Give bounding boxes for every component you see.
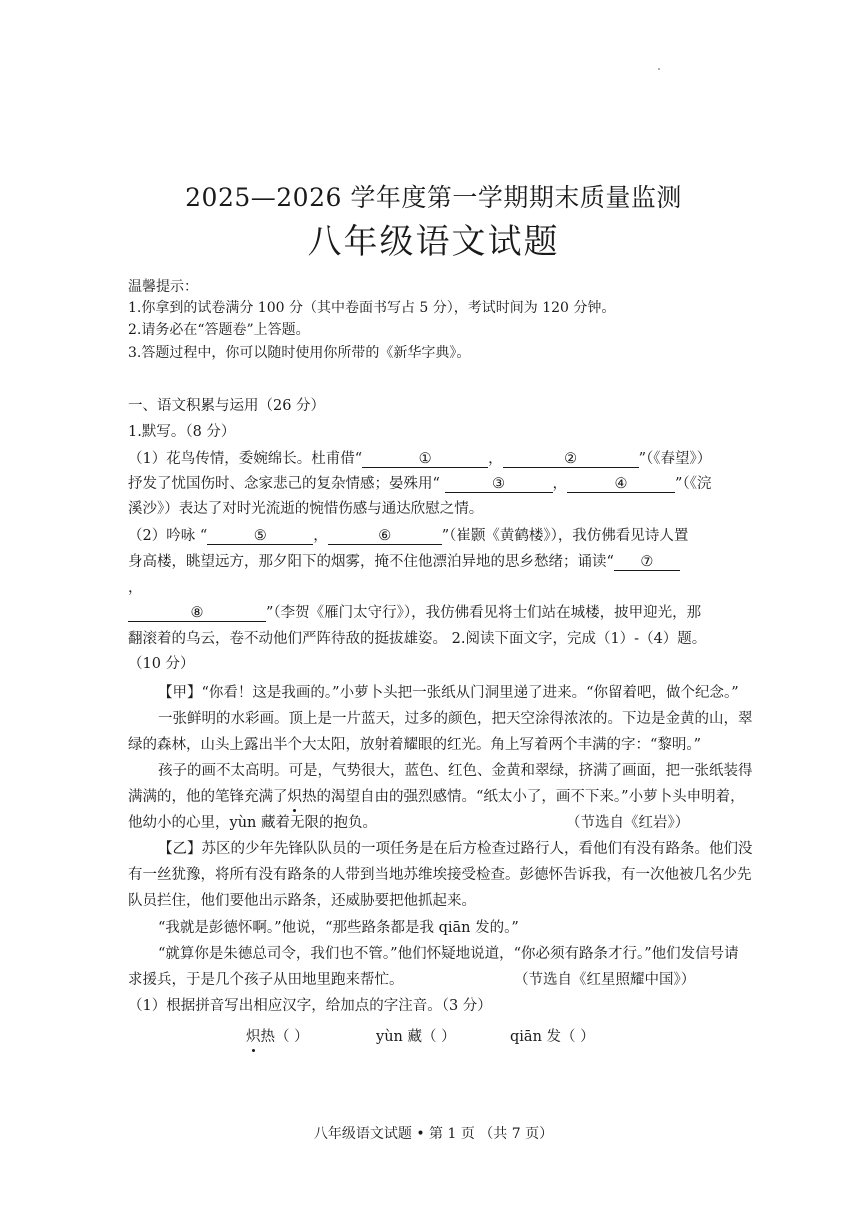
- dotted-char: 炽: [246, 1025, 261, 1046]
- tip-item-2: 2.请务必在“答题卷”上答题。: [128, 322, 310, 338]
- passage-yi-p1b: 有一丝犹豫，将所有没有路条的人带到当地苏维埃接受检查。彭德怀告诉我，有一次他被几名少先: [128, 867, 752, 883]
- passage-jia-p2a: 一张鲜明的水彩画。顶上是一片蓝天，过多的颜色，把天空涂得浓浓的。下边是金黄的山，翠: [158, 711, 753, 727]
- tip-item-3: 3.答题过程中，你可以随时使用你所带的《新华字典》。: [128, 345, 471, 361]
- passage-yi-p3b: 求援兵，于是几个孩子从田地里跑来帮忙。: [128, 972, 404, 988]
- answer-blank-3: ③: [445, 476, 553, 493]
- question-2-1-stem: （1）根据拼音写出相应汉字，给加点的字注音。（3 分）: [128, 998, 492, 1014]
- answer-blank-7: ⑦: [614, 554, 680, 571]
- passage-jia-source: （节选自《红岩》）: [566, 815, 690, 831]
- passage-jia-p3c: 他幼小的心里，yùn 藏着无限的抱负。: [128, 815, 377, 831]
- q1-1-line-1: （1）花鸟传情，委婉绵长。杜甫借“ ① ， ② ”（《春望》）: [128, 451, 712, 467]
- q1-2-line-4: ⑧ ”（李贺《雁门太守行》），我仿佛看见将士们站在城楼，披甲迎光，那: [128, 601, 701, 622]
- q1-2-line-1: （2）吟咏 “ ⑤ ， ⑥ ”（崔颢《黄鹤楼》），我仿佛看见诗人置: [128, 528, 689, 544]
- q1-1-line-2: 抒发了忧国伤时、念家悲己的复杂情感；晏殊用“ ③ ， ④ ”（《浣: [128, 476, 712, 492]
- section-heading: 一、语文积累与运用（26 分）: [128, 398, 326, 414]
- scan-speck: [658, 68, 660, 70]
- q2-1-item-1: 炽热（ ）: [246, 1025, 309, 1046]
- page-footer: 八年级语文试题 • 第 1 页 （共 7 页）: [313, 1126, 554, 1142]
- question-1-heading: 1.默写。（8 分）: [128, 424, 236, 440]
- answer-blank-8: ⑧: [128, 605, 266, 622]
- tip-item-1: 1.你拿到的试卷满分 100 分（其中卷面书写占 5 分），考试时间为 120 分钟。: [128, 300, 616, 316]
- passage-jia-p3a: 孩子的画不太高明。可是，气势很大，蓝色、红色、金黄和翠绿，挤满了画面，把一张纸装得: [158, 763, 753, 779]
- passage-yi-p2: “我就是彭德怀啊。”他说，“那些路条都是我 qiān 发的。”: [158, 920, 519, 936]
- answer-blank-4: ④: [567, 476, 675, 493]
- passage-yi-p1c: 队员拦住，他们要他出示路条，还威胁要把他抓起来。: [128, 893, 476, 909]
- q1-2-line-2: 身高楼，眺望远方，那夕阳下的烟雾，掩不住他漂泊异地的思乡愁绪；诵读“ ⑦: [128, 550, 680, 571]
- answer-blank-2: ②: [503, 451, 639, 468]
- answer-blank-1: ①: [362, 451, 488, 468]
- q1-2-line-6: （10 分）: [128, 656, 195, 672]
- q1-1-line-3: 溪沙》）表达了对时光流逝的惋惜伤感与通达欣慰之情。: [128, 501, 484, 517]
- q1-2-comma: ，: [128, 580, 143, 596]
- exam-subtitle: 八年级语文试题: [307, 222, 560, 262]
- passage-yi-p3a: “就算你是朱德总司令，我们也不管。”他们怀疑地说道，“你必须有路条才行。”他们发信号请: [158, 946, 739, 962]
- q2-1-item-3: qiān 发（ ）: [510, 1029, 595, 1045]
- exam-title: 2025—2026 学年度第一学期期末质量监测: [185, 183, 682, 212]
- q1-2-line-5: 翻滚着的乌云，卷不动他们严阵待敌的挺拔雄姿。 2.阅读下面文字，完成（1）-（4）题。: [128, 631, 707, 647]
- passage-yi-source: （节选自《红星照耀中国》）: [514, 972, 696, 988]
- answer-blank-5: ⑤: [207, 528, 313, 545]
- dotted-char: 炽: [288, 785, 303, 806]
- answer-blank-6: ⑥: [328, 528, 442, 545]
- passage-yi-p1a: 【乙】苏区的少年先锋队队员的一项任务是在后方检查过路行人，看他们有没有路条。他们没: [158, 841, 753, 857]
- q2-1-item-2: yùn 藏（ ）: [376, 1029, 456, 1045]
- tips-heading: 温馨提示：: [128, 279, 198, 295]
- passage-jia-p3b: 满满的，他的笔锋充满了炽热的渴望自由的强烈感情。“纸太小了，画不下来。”小萝卜头申明着，: [128, 785, 745, 806]
- passage-jia-p2b: 绿的森林，山头上露出半个大太阳，放射着耀眼的红光。角上写着两个丰满的字：“黎明。”: [128, 737, 702, 753]
- passage-jia-p1: 【甲】“你看！这是我画的。”小萝卜头把一张纸从门洞里递了进来。“你留着吧，做个纪念。”: [158, 685, 739, 701]
